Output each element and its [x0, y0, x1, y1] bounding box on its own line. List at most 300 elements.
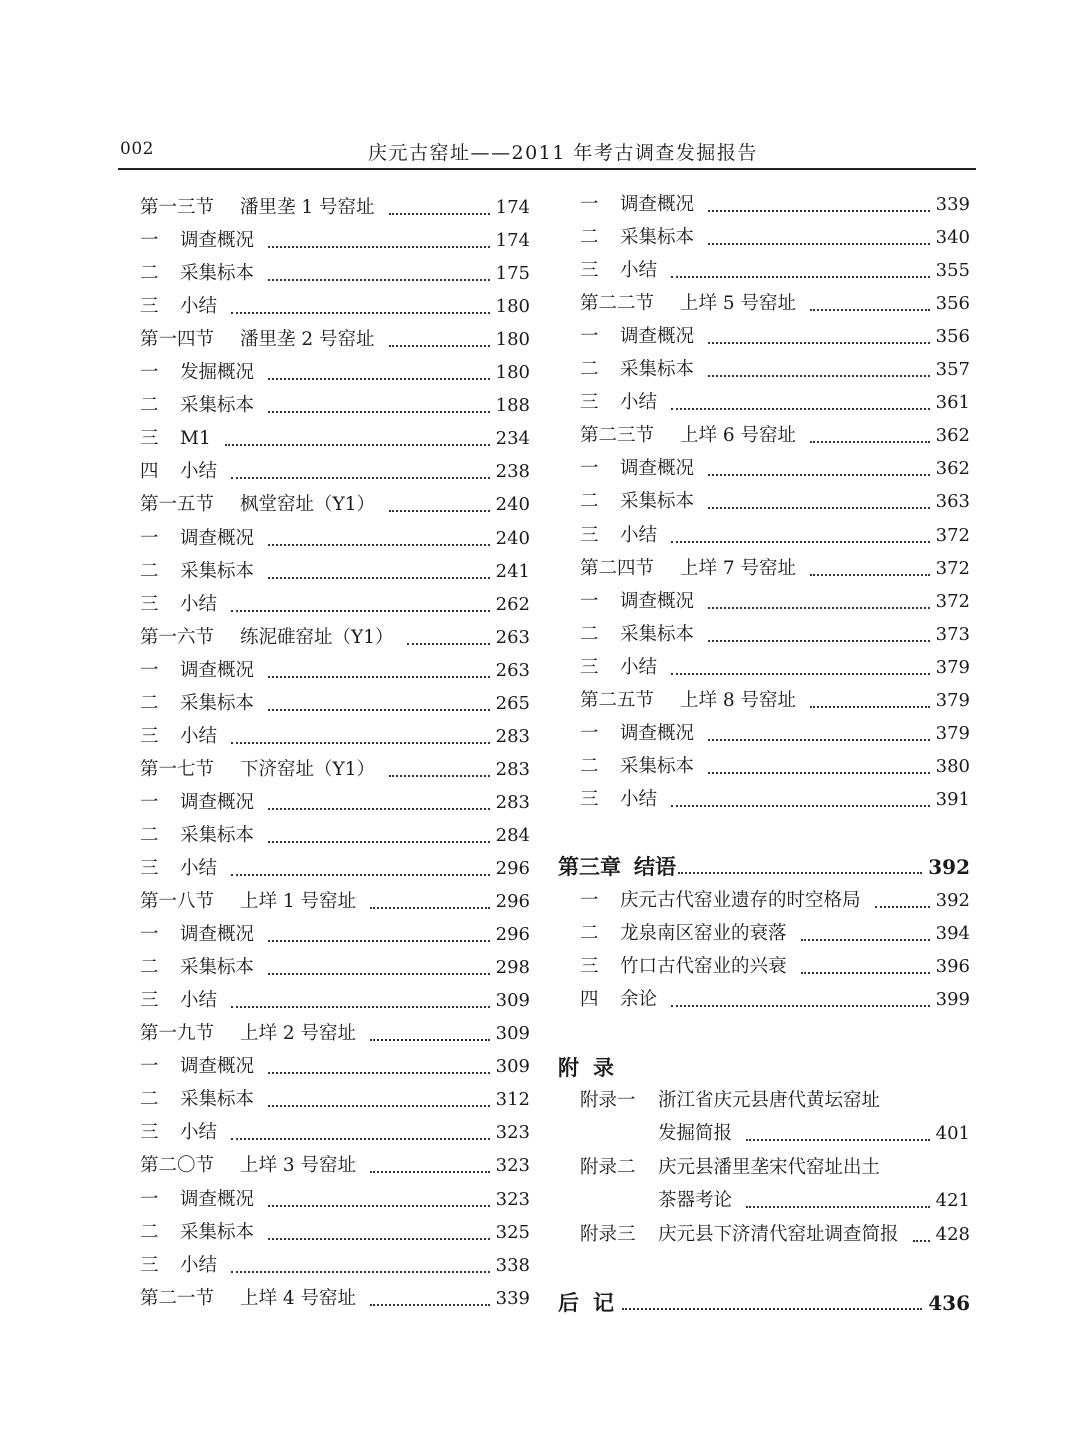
header-rule — [118, 168, 976, 170]
entry-number: 一 — [580, 890, 599, 911]
entry-title: 采集标本 — [620, 227, 695, 248]
toc-subsection-entry — [140, 722, 530, 752]
entry-title: 上垟 3 号窑址 — [240, 1155, 357, 1176]
entry-title: 茶器考论 — [658, 1190, 733, 1211]
dot-leader — [268, 577, 490, 579]
toc-afterword-entry — [558, 1288, 970, 1318]
entry-number: 二 — [580, 227, 599, 248]
dot-leader — [913, 1240, 930, 1242]
entry-number: 第二三节 — [580, 425, 655, 446]
entry-number: 一 — [140, 1189, 159, 1210]
dot-leader — [708, 210, 930, 212]
entry-page: 238 — [495, 461, 530, 482]
entry-title: 采集标本 — [620, 359, 695, 380]
entry-number: 第二二节 — [580, 293, 655, 314]
entry-title: 小结 — [620, 525, 658, 546]
dot-leader — [708, 507, 930, 509]
entry-page: 284 — [495, 825, 530, 846]
entry-page: 372 — [935, 591, 970, 612]
toc-subsection-entry — [558, 886, 970, 916]
entry-page: 296 — [495, 891, 530, 912]
entry-title: 调查概况 — [620, 458, 695, 479]
toc-section-entry — [558, 421, 970, 451]
entry-number: 附录三 — [580, 1224, 636, 1245]
entry-page: 392 — [935, 890, 970, 911]
toc-subsection-entry — [140, 788, 530, 818]
dot-leader — [389, 510, 490, 512]
entry-title: 小结 — [180, 594, 218, 615]
entry-number: 一 — [580, 723, 599, 744]
entry-page: 296 — [495, 924, 530, 945]
dot-leader — [746, 1139, 930, 1141]
entry-title: 采集标本 — [620, 491, 695, 512]
entry-number: 三 — [140, 990, 159, 1011]
toc-subsection-entry — [140, 1085, 530, 1115]
entry-page: 174 — [495, 230, 530, 251]
entry-title: 竹口古代窑业的兴衰 — [620, 956, 787, 977]
entry-number: 第二五节 — [580, 690, 655, 711]
entry-number: 一 — [580, 591, 599, 612]
entry-number: 三 — [580, 525, 599, 546]
toc-section-entry — [140, 887, 530, 917]
dot-leader — [370, 1171, 490, 1173]
toc-subsection-entry — [558, 752, 970, 782]
entry-title: 上垟 5 号窑址 — [680, 293, 797, 314]
toc-subsection-entry — [558, 355, 970, 385]
dot-leader — [671, 276, 930, 278]
dot-leader — [389, 775, 490, 777]
entry-number: 四 — [140, 461, 159, 482]
toc-subsection-entry — [140, 854, 530, 884]
entry-number: 二 — [140, 825, 159, 846]
entry-title: 调查概况 — [180, 528, 255, 549]
entry-number: 二 — [140, 263, 159, 284]
toc-subsection-entry — [140, 1118, 530, 1148]
entry-number: 二 — [580, 624, 599, 645]
entry-page: 436 — [928, 1291, 970, 1315]
dot-leader — [801, 972, 930, 974]
toc-subsection-entry — [140, 920, 530, 950]
dot-leader — [708, 375, 930, 377]
entry-title: 庆元古代窑业遗存的时空格局 — [620, 890, 861, 911]
entry-number: 附录一 — [580, 1090, 636, 1111]
entry-page: 339 — [935, 194, 970, 215]
entry-number: 三 — [580, 260, 599, 281]
dot-leader — [268, 246, 490, 248]
entry-number: 第三章 — [558, 854, 621, 879]
entry-title: 余论 — [620, 989, 658, 1010]
entry-title: 采集标本 — [180, 561, 255, 582]
entry-title: 潘里垄 2 号窑址 — [240, 329, 375, 350]
entry-number: 四 — [580, 989, 599, 1010]
entry-title: 采集标本 — [180, 825, 255, 846]
entry-number: 第二四节 — [580, 558, 655, 579]
toc-subsection-entry — [140, 821, 530, 851]
entry-page: 323 — [495, 1189, 530, 1210]
toc-subsection-entry — [140, 524, 530, 554]
toc-subsection-entry — [558, 322, 970, 352]
entry-title: 调查概况 — [180, 230, 255, 251]
toc-subsection-entry — [558, 454, 970, 484]
dot-leader — [231, 1271, 490, 1273]
appendix-entry — [558, 1220, 970, 1250]
entry-page: 363 — [935, 491, 970, 512]
entry-page: 174 — [495, 197, 530, 218]
entry-page: 325 — [495, 1222, 530, 1243]
entry-title: 调查概况 — [180, 792, 255, 813]
dot-leader — [268, 1238, 490, 1240]
entry-title: 龙泉南区窑业的衰落 — [620, 923, 787, 944]
toc-section-entry — [140, 490, 530, 520]
entry-title: 采集标本 — [180, 263, 255, 284]
toc-subsection-entry — [558, 587, 970, 617]
entry-title: 发掘简报 — [658, 1123, 733, 1144]
entry-number: 二 — [140, 693, 159, 714]
dot-leader — [708, 342, 930, 344]
entry-title: 枫堂窑址（Y1） — [240, 494, 375, 515]
toc-subsection-entry — [140, 1052, 530, 1082]
appendix-heading: 附录 — [558, 1055, 628, 1080]
dot-leader — [708, 739, 930, 741]
toc-subsection-entry — [140, 1251, 530, 1281]
entry-title: 调查概况 — [620, 326, 695, 347]
entry-page: 362 — [935, 425, 970, 446]
dot-leader — [671, 408, 930, 410]
appendix-entry-continuation — [558, 1119, 970, 1149]
entry-number: 第二〇节 — [140, 1155, 215, 1176]
entry-page: 175 — [495, 263, 530, 284]
entry-title: 采集标本 — [180, 1089, 255, 1110]
entry-number: 一 — [580, 458, 599, 479]
entry-number: 第一三节 — [140, 197, 215, 218]
dot-leader — [622, 1308, 922, 1310]
toc-subsection-entry — [558, 919, 970, 949]
dot-leader — [875, 906, 930, 908]
entry-title: 调查概况 — [180, 1056, 255, 1077]
entry-page: 265 — [495, 693, 530, 714]
dot-leader — [671, 805, 930, 807]
entry-page: 379 — [935, 723, 970, 744]
entry-number: 附录二 — [580, 1157, 636, 1178]
dot-leader — [370, 907, 490, 909]
entry-number: 二 — [580, 491, 599, 512]
entry-number: 三 — [580, 956, 599, 977]
dot-leader — [708, 640, 930, 642]
appendix-entry-continuation — [558, 1186, 970, 1216]
toc-section-entry — [140, 755, 530, 785]
entry-page: 372 — [935, 525, 970, 546]
entry-page: 296 — [495, 858, 530, 879]
dot-leader — [268, 973, 490, 975]
toc-subsection-entry — [140, 292, 530, 322]
entry-number: 三 — [140, 594, 159, 615]
entry-number: 第一七节 — [140, 759, 215, 780]
dot-leader — [231, 1138, 490, 1140]
dot-leader — [370, 1039, 490, 1041]
entry-number: 二 — [140, 957, 159, 978]
toc-section-entry — [140, 1151, 530, 1181]
dot-leader — [268, 378, 490, 380]
dot-leader — [671, 541, 930, 543]
dot-leader — [231, 742, 490, 744]
dot-leader — [231, 1006, 490, 1008]
toc-subsection-entry — [140, 424, 530, 454]
entry-page: 309 — [495, 1023, 530, 1044]
entry-number: 三 — [140, 1255, 159, 1276]
entry-title: 小结 — [180, 1255, 218, 1276]
entry-title: 上垟 1 号窑址 — [240, 891, 357, 912]
entry-number: 第一五节 — [140, 494, 215, 515]
entry-page: 180 — [495, 296, 530, 317]
entry-title: 采集标本 — [180, 1222, 255, 1243]
running-title: 庆元古窑址——2011 年考古调查发掘报告 — [368, 142, 758, 164]
dot-leader — [268, 841, 490, 843]
entry-title: 调查概况 — [180, 660, 255, 681]
entry-number: 三 — [140, 1122, 159, 1143]
entry-page: 401 — [935, 1123, 970, 1144]
entry-page: 379 — [935, 657, 970, 678]
entry-page: 312 — [495, 1089, 530, 1110]
dot-leader — [708, 243, 930, 245]
page-number: 002 — [120, 139, 154, 159]
entry-page: 428 — [935, 1224, 970, 1245]
entry-title: 结语 — [634, 854, 676, 879]
dot-leader — [810, 309, 930, 311]
entry-title: 调查概况 — [180, 924, 255, 945]
toc-subsection-entry — [140, 391, 530, 421]
entry-title: 采集标本 — [180, 395, 255, 416]
toc-section-entry — [558, 554, 970, 584]
entry-page: 372 — [935, 558, 970, 579]
dot-leader — [268, 544, 490, 546]
dot-leader — [231, 312, 490, 314]
entry-title: 上垟 8 号窑址 — [680, 690, 797, 711]
entry-number: 第一四节 — [140, 329, 215, 350]
entry-title: 小结 — [180, 990, 218, 1011]
entry-number: 一 — [140, 660, 159, 681]
entry-number: 一 — [140, 792, 159, 813]
entry-page: 399 — [935, 989, 970, 1010]
toc-subsection-entry — [140, 358, 530, 388]
entry-number: 三 — [140, 296, 159, 317]
entry-page: 283 — [495, 792, 530, 813]
entry-page: 180 — [495, 329, 530, 350]
entry-number: 二 — [140, 1089, 159, 1110]
dot-leader — [746, 1206, 930, 1208]
entry-title: 小结 — [620, 789, 658, 810]
entry-title: 下济窑址（Y1） — [240, 759, 375, 780]
entry-page: 379 — [935, 690, 970, 711]
entry-title: 潘里垄 1 号窑址 — [240, 197, 375, 218]
toc-subsection-entry — [558, 719, 970, 749]
entry-page: 263 — [495, 627, 530, 648]
dot-leader — [671, 673, 930, 675]
toc-subsection-entry — [140, 1218, 530, 1248]
toc-chapter-entry — [558, 852, 970, 882]
dot-leader — [268, 1072, 490, 1074]
toc-subsection-entry — [140, 689, 530, 719]
entry-title: 调查概况 — [180, 1189, 255, 1210]
toc-section-entry — [140, 1019, 530, 1049]
entry-page: 362 — [935, 458, 970, 479]
entry-title: 采集标本 — [620, 624, 695, 645]
toc-section-entry — [558, 289, 970, 319]
entry-page: 357 — [935, 359, 970, 380]
dot-leader — [268, 808, 490, 810]
entry-title: 采集标本 — [180, 693, 255, 714]
entry-number: 三 — [140, 858, 159, 879]
toc-section-entry — [140, 1284, 530, 1314]
entry-page: 240 — [495, 494, 530, 515]
entry-page: 361 — [935, 392, 970, 413]
dot-leader — [268, 940, 490, 942]
toc-subsection-entry — [140, 457, 530, 487]
entry-title: 采集标本 — [180, 957, 255, 978]
toc-subsection-entry — [558, 223, 970, 253]
dot-leader — [231, 610, 490, 612]
entry-title: 发掘概况 — [180, 362, 255, 383]
entry-page: 188 — [495, 395, 530, 416]
entry-title: 浙江省庆元县唐代黄坛窑址 — [658, 1090, 881, 1111]
entry-number: 第一九节 — [140, 1023, 215, 1044]
entry-title: 小结 — [180, 726, 218, 747]
dot-leader — [231, 874, 490, 876]
dot-leader — [708, 607, 930, 609]
toc-section-entry — [140, 325, 530, 355]
toc-subsection-entry — [140, 226, 530, 256]
entry-number: 二 — [140, 1222, 159, 1243]
entry-title: 调查概况 — [620, 194, 695, 215]
entry-page: 380 — [935, 756, 970, 777]
dot-leader — [268, 1105, 490, 1107]
entry-page: 323 — [495, 1122, 530, 1143]
dot-leader — [801, 939, 930, 941]
entry-page: 241 — [495, 561, 530, 582]
toc-subsection-entry — [558, 521, 970, 551]
toc-subsection-entry — [558, 388, 970, 418]
toc-section-entry — [140, 623, 530, 653]
entry-page: 392 — [928, 855, 970, 879]
dot-leader — [810, 574, 930, 576]
entry-number: 三 — [580, 657, 599, 678]
dot-leader — [407, 643, 489, 645]
toc-subsection-entry — [140, 259, 530, 289]
entry-page: 391 — [935, 789, 970, 810]
entry-number: 一 — [580, 326, 599, 347]
entry-title: 小结 — [180, 858, 218, 879]
entry-page: 356 — [935, 293, 970, 314]
entry-title: 小结 — [180, 461, 218, 482]
entry-number: 二 — [140, 561, 159, 582]
entry-page: 421 — [935, 1190, 970, 1211]
entry-page: 283 — [495, 759, 530, 780]
appendix-entry — [558, 1153, 970, 1183]
dot-leader — [810, 706, 930, 708]
entry-page: 262 — [495, 594, 530, 615]
entry-title: 小结 — [620, 657, 658, 678]
entry-title: 上垟 4 号窑址 — [240, 1288, 357, 1309]
entry-page: 234 — [495, 428, 530, 449]
entry-page: 298 — [495, 957, 530, 978]
entry-title: 小结 — [620, 260, 658, 281]
entry-number: 三 — [580, 789, 599, 810]
toc-subsection-entry — [140, 953, 530, 983]
entry-number: 二 — [580, 756, 599, 777]
entry-page: 396 — [935, 956, 970, 977]
entry-title: 庆元县下济清代窑址调查简报 — [658, 1224, 899, 1245]
toc-subsection-entry — [558, 785, 970, 815]
toc-subsection-entry — [558, 653, 970, 683]
toc-subsection-entry — [558, 620, 970, 650]
entry-title: 练泥碓窑址（Y1） — [240, 627, 394, 648]
dot-leader — [671, 1005, 930, 1007]
entry-number: 三 — [580, 392, 599, 413]
entry-page: 180 — [495, 362, 530, 383]
toc-subsection-entry — [558, 190, 970, 220]
entry-page: 340 — [935, 227, 970, 248]
entry-number: 一 — [140, 924, 159, 945]
dot-leader — [231, 477, 490, 479]
entry-number: 三 — [140, 428, 159, 449]
entry-number: 二 — [580, 923, 599, 944]
toc-subsection-entry — [140, 557, 530, 587]
entry-title: 小结 — [180, 1122, 218, 1143]
toc-subsection-entry — [558, 985, 970, 1015]
entry-number: 一 — [140, 1056, 159, 1077]
entry-page: 394 — [935, 923, 970, 944]
entry-number: 第二一节 — [140, 1288, 215, 1309]
entry-page: 373 — [935, 624, 970, 645]
dot-leader — [389, 213, 490, 215]
entry-page: 283 — [495, 726, 530, 747]
dot-leader — [268, 1205, 490, 1207]
dot-leader — [708, 772, 930, 774]
entry-page: 356 — [935, 326, 970, 347]
toc-section-entry — [140, 193, 530, 223]
entry-page: 309 — [495, 990, 530, 1011]
entry-number: 三 — [140, 726, 159, 747]
toc-subsection-entry — [558, 256, 970, 286]
toc-subsection-entry — [140, 590, 530, 620]
entry-page: 338 — [495, 1255, 530, 1276]
entry-title: 调查概况 — [620, 591, 695, 612]
entry-page: 323 — [495, 1155, 530, 1176]
dot-leader — [268, 411, 490, 413]
entry-title: 上垟 6 号窑址 — [680, 425, 797, 446]
toc-subsection-entry — [140, 656, 530, 686]
dot-leader — [268, 279, 490, 281]
entry-title: 小结 — [620, 392, 658, 413]
entry-page: 263 — [495, 660, 530, 681]
dot-leader — [389, 345, 490, 347]
dot-leader — [268, 709, 490, 711]
entry-number: 二 — [580, 359, 599, 380]
entry-title: 上垟 7 号窑址 — [680, 558, 797, 579]
entry-title: M1 — [180, 428, 211, 449]
entry-page: 355 — [935, 260, 970, 281]
appendix-entry — [558, 1086, 970, 1116]
entry-title: 调查概况 — [620, 723, 695, 744]
entry-number: 后记 — [558, 1290, 628, 1315]
toc-subsection-entry — [558, 952, 970, 982]
toc-subsection-entry — [140, 1185, 530, 1215]
entry-title: 小结 — [180, 296, 218, 317]
dot-leader — [810, 441, 930, 443]
dot-leader — [370, 1304, 490, 1306]
toc-subsection-entry — [558, 487, 970, 517]
toc-subsection-entry — [140, 986, 530, 1016]
dot-leader — [268, 676, 490, 678]
